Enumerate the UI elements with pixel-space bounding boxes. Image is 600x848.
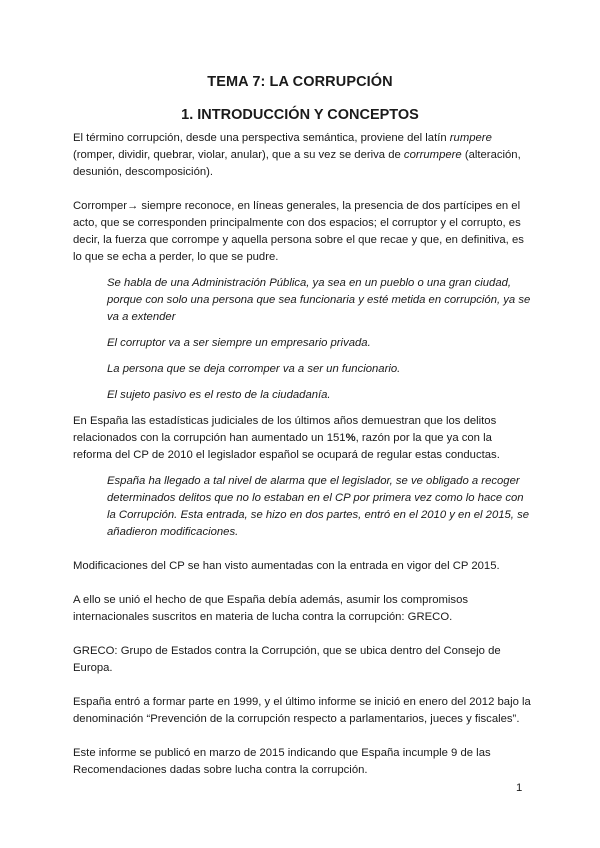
document-body [73,130,533,779]
section-title: 1. INTRODUCCIÓN Y CONCEPTOS [181,107,419,123]
text-run: (alteración, desunión, descomposición). [73,149,521,178]
paragraph-compromisos: A ello se unió el hecho de que España debía además, asumir los compromisos internacionales suscritos en materia de lucha contra la corrupción: GRECO. [73,594,468,623]
text-run: En España las estadísticas judiciales de los últimos años demuestran que los delitos relacionados con la corrupción han aumentado un 151 [73,415,497,444]
paragraph-modificaciones: Modificaciones del CP se han visto aumentadas con la entrada en vigor del CP 2015. [73,560,500,572]
text-run: (romper, dividir, quebrar, violar, anular), que a su vez se deriva de [73,149,404,161]
quote-persona: La persona que se deja corromper va a ser un funcionario. [107,363,401,375]
paragraph-informe: España entró a formar parte en 1999, y el último informe se inició en enero del 2012 bajo la denominación “Prevención de la corrupción respecto a parlamentarios, jueces y fiscales”. [73,696,531,725]
latin-term-corrumpere: corrumpere [403,149,462,161]
paragraph-etymology [73,130,533,181]
page-number: 1 [516,782,523,794]
percent-sign: % [345,432,356,444]
quote-corruptor: El corruptor va a ser siempre un empresario privada. [107,337,371,349]
paragraph-estadisticas [73,413,533,464]
text-run: El término corrupción, desde una perspectiva semántica, proviene del latín [73,132,450,144]
quote-alarma: España ha llegado a tal nivel de alarma que el legislador, se ve obligado a recoger determinados delitos que no lo estaban en el CP por primera vez como lo hace con la Corrupción. Esta entrada, se hizo en dos partes, entró en el 2010 y en el 2015, se añadieron modificaciones. [107,475,530,538]
paragraph-greco: GRECO: Grupo de Estados contra la Corrupción, que se ubica dentro del Consejo de Europa. [73,645,501,674]
document-title: TEMA 7: LA CORRUPCIÓN [207,74,393,90]
latin-term-rumpere: rumpere [449,132,492,144]
quote-sujeto-pasivo: El sujeto pasivo es el resto de la ciudadanía. [107,389,331,401]
quote-administracion: Se habla de una Administración Pública, ya sea en un pueblo o una gran ciudad, porque con solo una persona que sea funcionaria y esté metida en corrupción, ya se va a extender [107,277,531,323]
paragraph-publicacion: Este informe se publicó en marzo de 2015 indicando que España incumple 9 de las Recomendaciones dadas sobre lucha contra la corrupción. [73,747,491,776]
paragraph-corromper: Corromper→ siempre reconoce, en líneas generales, la presencia de dos partícipes en el acto, que se corresponden principalmente con dos espacios; el corruptor y el corrupto, es decir, la fuerza que corrompe y aquella persona sobre el que recae y que, en definitiva, es lo que se echa a perder, lo que se pudre. [73,200,524,263]
text-run: , razón por la que ya con la reforma del CP de 2010 el legislador español se ocupará de regular estas conductas. [73,432,500,461]
